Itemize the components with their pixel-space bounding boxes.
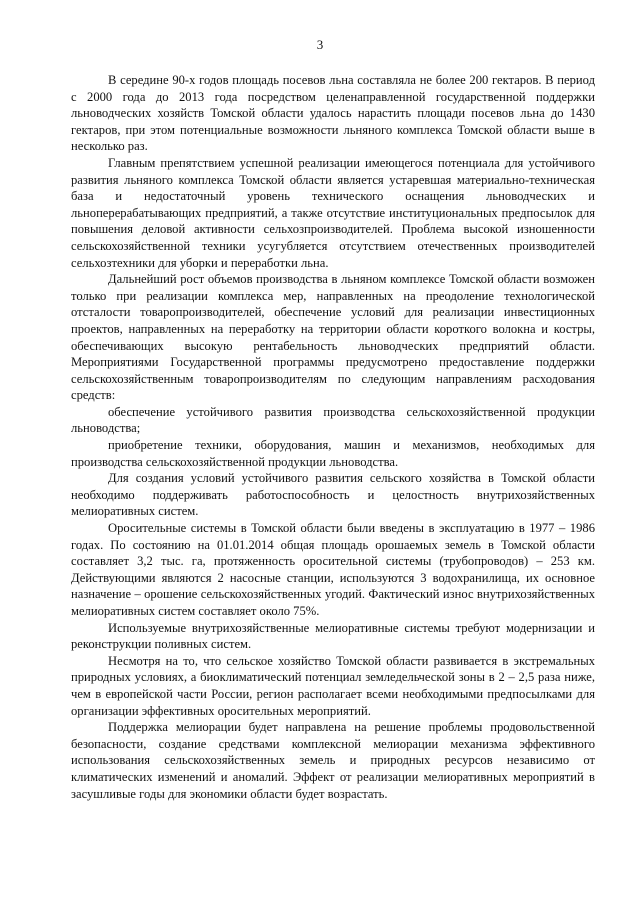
paragraph-melioration-systems-need: Для создания условий устойчивого развития сельского хозяйства в Томской области необходимо поддерживать работоспособность и целостность внутрихозяйственных мелиоративных систем. xyxy=(71,471,595,519)
document-body xyxy=(71,72,595,802)
page-number: 3 xyxy=(316,37,324,52)
list-item-equipment-purchase: приобретение техники, оборудования, машин и механизмов, необходимых для производства сельскохозяйственной продукции льноводства. xyxy=(71,438,595,469)
paragraph-extreme-conditions: Несмотря на то, что сельское хозяйство Томской области развивается в экстремальных природных условиях, а биоклиматический потенциал земледельческой зоны в 2 – 2,5 раза ниже, чем в европейской части России, регион располагает всеми необходимыми предпосылками для организации эффективных оросительных мероприятий. xyxy=(71,653,595,718)
paragraph-main-obstacle: Главным препятствием успешной реализации имеющегося потенциала для устойчивого развития льняного комплекса Томской области является устаревшая материально-техническая база и недостаточный уровень технического оснащения льноводческих и льноперерабатывающих предприятий, а также отсутствие институциональных предпосылок для повышения деловой активности сельхозпроизводителей. Проблема высокой изношенности сельскохозяйственной техники усугубляется отсутствием отечественных производителей сельхозтехники для уборки и переработки льна. xyxy=(71,155,595,270)
paragraph-irrigation-systems: Оросительные системы в Томской области были введены в эксплуатацию в 1977 – 1986 годах. По состоянию на 01.01.2014 общая площадь орошаемых земель в Томской области составляет 3,2 тыс. га, протяженность оросительной системы (трубопроводов) – 253 км. Действующими являются 2 насосные станции, используются 3 водохранилища, их основное назначение – орошение сельскохозяйственных угодий. Фактический износ внутрихозяйственных мелиоративных систем составляет около 75%. xyxy=(71,521,595,618)
paragraph-further-growth: Дальнейший рост объемов производства в льняном комплексе Томской области возможен только при реализации комплекса мер, направленных на преодоление технологической отсталости товаропроизводителей, обеспечение условий для реализации инвестиционных проектов, направленных на переработку на территории области короткого волокна и костры, обеспечивающих высокую рентабельность льноводческих предприятий области. Мероприятиями Государственной программы предусмотрено предоставление поддержки сельскохозяйственным товаропроизводителям по следующим направлениям расходования средств: xyxy=(71,272,595,403)
list-item-sustainable-development: обеспечение устойчивого развития производства сельскохозяйственной продукции льноводства; xyxy=(71,404,595,436)
paragraph-flax-area-history: В середине 90-х годов площадь посевов льна составляла не более 200 гектаров. В период с 2000 года до 2013 года посредством целенаправленной государственной поддержки льноводческих хозяйств Томской области удалось нарастить площади посевов льна до 1430 гектаров, при этом потенциальные возможности льняного комплекса Томской области выше в несколько раз. xyxy=(71,73,595,154)
paragraph-melioration-support: Поддержка мелиорации будет направлена на решение проблемы продовольственной безопасности, создание средствами комплексной мелиорации механизма эффективного использования сельскохозяйственных земель и природных ресурсов независимо от климатических изменений и аномалий. Эффект от реализации мелиоративных мероприятий в засушливые годы для экономики области будет возрастать. xyxy=(71,720,595,801)
paragraph-modernization-required: Используемые внутрихозяйственные мелиоративные системы требуют модернизации и реконструкции поливных систем. xyxy=(71,620,595,652)
